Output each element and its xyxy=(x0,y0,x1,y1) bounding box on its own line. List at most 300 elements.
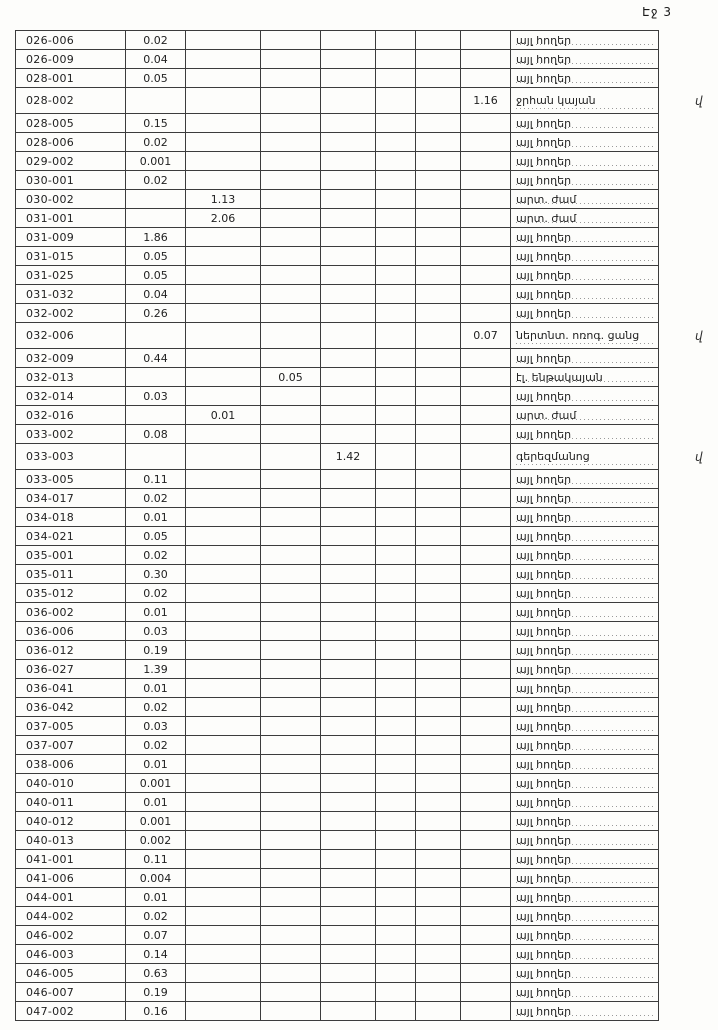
label-cell: այլ հողեր xyxy=(511,304,659,323)
value-cell: 1.86 xyxy=(126,228,186,247)
value-cell xyxy=(261,387,321,406)
code-cell: 035-012 xyxy=(16,584,126,603)
value-cell xyxy=(321,926,376,945)
margin-note xyxy=(659,907,718,926)
value-cell xyxy=(461,755,511,774)
value-cell xyxy=(416,717,461,736)
value-cell: 0.04 xyxy=(126,285,186,304)
value-cell xyxy=(321,489,376,508)
code-cell: 040-012 xyxy=(16,812,126,831)
value-cell xyxy=(376,983,416,1002)
value-cell xyxy=(321,679,376,698)
code-cell: 044-001 xyxy=(16,888,126,907)
margin-note xyxy=(659,406,718,425)
code-cell: 046-002 xyxy=(16,926,126,945)
value-cell xyxy=(321,31,376,50)
value-cell xyxy=(186,679,261,698)
table-row xyxy=(16,869,718,888)
margin-note xyxy=(659,209,718,228)
value-cell xyxy=(461,1002,511,1021)
table-row xyxy=(16,228,718,247)
margin-note: վ xyxy=(695,449,703,464)
margin-note xyxy=(659,812,718,831)
value-cell xyxy=(461,945,511,964)
value-cell xyxy=(186,831,261,850)
value-cell xyxy=(416,850,461,869)
value-cell xyxy=(376,698,416,717)
label-cell: այլ հողեր xyxy=(511,425,659,444)
value-cell xyxy=(186,508,261,527)
table-row xyxy=(16,945,718,964)
value-cell: 0.02 xyxy=(126,31,186,50)
value-cell xyxy=(261,964,321,983)
value-cell xyxy=(376,793,416,812)
value-cell xyxy=(461,133,511,152)
value-cell xyxy=(461,489,511,508)
label-cell: այլ հողեր xyxy=(511,755,659,774)
table-row xyxy=(16,584,718,603)
value-cell xyxy=(376,425,416,444)
margin-note xyxy=(659,698,718,717)
table-row xyxy=(16,888,718,907)
table-row xyxy=(16,964,718,983)
code-cell: 041-001 xyxy=(16,850,126,869)
value-cell xyxy=(376,171,416,190)
code-cell: 032-013 xyxy=(16,368,126,387)
table-row xyxy=(16,171,718,190)
value-cell xyxy=(321,425,376,444)
value-cell: 0.02 xyxy=(126,736,186,755)
code-cell: 036-041 xyxy=(16,679,126,698)
label-cell: այլ հողեր xyxy=(511,983,659,1002)
code-cell: 028-006 xyxy=(16,133,126,152)
value-cell xyxy=(321,964,376,983)
value-cell xyxy=(416,387,461,406)
value-cell xyxy=(416,793,461,812)
value-cell xyxy=(186,50,261,69)
value-cell xyxy=(416,266,461,285)
value-cell xyxy=(376,228,416,247)
margin-note xyxy=(659,755,718,774)
label-cell: այլ հողեր xyxy=(511,698,659,717)
value-cell: 0.01 xyxy=(126,603,186,622)
label-cell: այլ հողեր xyxy=(511,736,659,755)
table-row xyxy=(16,527,718,546)
value-cell xyxy=(376,584,416,603)
value-cell xyxy=(186,736,261,755)
value-cell: 0.02 xyxy=(126,171,186,190)
value-cell xyxy=(186,489,261,508)
label-cell: այլ հողեր xyxy=(511,622,659,641)
margin-note xyxy=(659,228,718,247)
value-cell xyxy=(186,228,261,247)
value-cell xyxy=(186,983,261,1002)
value-cell xyxy=(461,679,511,698)
value-cell xyxy=(376,831,416,850)
label-cell: այլ հողեր xyxy=(511,349,659,368)
label-cell: այլ հողեր xyxy=(511,869,659,888)
code-cell: 033-003 xyxy=(16,444,126,470)
value-cell xyxy=(261,603,321,622)
margin-note xyxy=(659,425,718,444)
value-cell xyxy=(186,470,261,489)
label-cell: այլ հողեր xyxy=(511,660,659,679)
value-cell xyxy=(376,304,416,323)
value-cell xyxy=(376,945,416,964)
value-cell xyxy=(186,527,261,546)
value-cell xyxy=(321,660,376,679)
value-cell xyxy=(416,489,461,508)
value-cell xyxy=(261,190,321,209)
value-cell: 0.15 xyxy=(126,114,186,133)
value-cell xyxy=(321,641,376,660)
value-cell xyxy=(416,114,461,133)
value-cell xyxy=(186,641,261,660)
value-cell xyxy=(416,584,461,603)
value-cell xyxy=(186,349,261,368)
value-cell: 1.42 xyxy=(321,444,376,470)
table-row xyxy=(16,926,718,945)
value-cell xyxy=(376,888,416,907)
value-cell xyxy=(261,565,321,584)
code-cell: 030-002 xyxy=(16,190,126,209)
code-cell: 036-006 xyxy=(16,622,126,641)
value-cell xyxy=(416,133,461,152)
value-cell: 0.02 xyxy=(126,546,186,565)
value-cell xyxy=(461,660,511,679)
value-cell xyxy=(461,622,511,641)
value-cell xyxy=(416,323,461,349)
value-cell xyxy=(416,812,461,831)
value-cell xyxy=(261,228,321,247)
value-cell xyxy=(261,527,321,546)
code-cell: 046-007 xyxy=(16,983,126,1002)
value-cell xyxy=(376,152,416,171)
value-cell xyxy=(416,425,461,444)
value-cell xyxy=(376,774,416,793)
value-cell xyxy=(186,114,261,133)
value-cell xyxy=(321,1002,376,1021)
code-cell: 034-018 xyxy=(16,508,126,527)
label-cell: այլ հողեր xyxy=(511,812,659,831)
value-cell xyxy=(321,945,376,964)
value-cell xyxy=(321,698,376,717)
value-cell xyxy=(321,50,376,69)
code-cell: 026-006 xyxy=(16,31,126,50)
label-cell: այլ հողեր xyxy=(511,1002,659,1021)
value-cell xyxy=(416,69,461,88)
margin-note: վ xyxy=(695,93,703,108)
value-cell xyxy=(186,1002,261,1021)
value-cell xyxy=(376,603,416,622)
value-cell xyxy=(461,190,511,209)
value-cell xyxy=(261,508,321,527)
value-cell xyxy=(186,793,261,812)
value-cell xyxy=(461,247,511,266)
value-cell: 0.02 xyxy=(126,907,186,926)
value-cell xyxy=(416,444,461,470)
value-cell xyxy=(321,755,376,774)
value-cell xyxy=(461,171,511,190)
value-cell xyxy=(321,406,376,425)
value-cell: 0.05 xyxy=(126,247,186,266)
code-cell: 031-032 xyxy=(16,285,126,304)
margin-note xyxy=(659,489,718,508)
value-cell xyxy=(376,717,416,736)
margin-note xyxy=(659,603,718,622)
table-row xyxy=(16,508,718,527)
value-cell xyxy=(261,1002,321,1021)
value-cell xyxy=(416,964,461,983)
value-cell xyxy=(461,850,511,869)
value-cell xyxy=(321,304,376,323)
value-cell xyxy=(376,907,416,926)
margin-note xyxy=(659,69,718,88)
value-cell xyxy=(376,266,416,285)
value-cell xyxy=(321,622,376,641)
value-cell xyxy=(461,869,511,888)
value-cell xyxy=(126,444,186,470)
value-cell xyxy=(376,285,416,304)
value-cell xyxy=(416,285,461,304)
value-cell xyxy=(261,698,321,717)
value-cell xyxy=(321,831,376,850)
value-cell xyxy=(416,869,461,888)
value-cell xyxy=(461,907,511,926)
value-cell xyxy=(321,228,376,247)
table-row xyxy=(16,717,718,736)
value-cell xyxy=(376,850,416,869)
value-cell xyxy=(376,406,416,425)
value-cell xyxy=(416,736,461,755)
margin-note xyxy=(659,565,718,584)
code-cell: 028-005 xyxy=(16,114,126,133)
value-cell: 0.02 xyxy=(126,133,186,152)
table-row xyxy=(16,133,718,152)
value-cell xyxy=(186,812,261,831)
margin-note xyxy=(659,171,718,190)
value-cell xyxy=(261,444,321,470)
label-cell: ջրհան կայան xyxy=(511,88,659,114)
value-cell xyxy=(321,88,376,114)
value-cell xyxy=(186,774,261,793)
value-cell xyxy=(126,88,186,114)
code-cell: 036-027 xyxy=(16,660,126,679)
value-cell xyxy=(126,406,186,425)
value-cell xyxy=(376,565,416,584)
value-cell xyxy=(376,546,416,565)
value-cell xyxy=(416,983,461,1002)
value-cell xyxy=(186,171,261,190)
label-cell: արտ. ժամ xyxy=(511,406,659,425)
value-cell xyxy=(261,717,321,736)
code-cell: 040-013 xyxy=(16,831,126,850)
value-cell xyxy=(261,114,321,133)
code-cell: 044-002 xyxy=(16,907,126,926)
value-cell xyxy=(261,323,321,349)
value-cell: 0.44 xyxy=(126,349,186,368)
value-cell xyxy=(261,641,321,660)
value-cell xyxy=(321,603,376,622)
label-cell: այլ հողեր xyxy=(511,831,659,850)
label-cell: այլ հողեր xyxy=(511,527,659,546)
table-row xyxy=(16,1002,718,1021)
table-row xyxy=(16,406,718,425)
table-row xyxy=(16,983,718,1002)
table-row xyxy=(16,470,718,489)
value-cell xyxy=(186,945,261,964)
value-cell xyxy=(261,349,321,368)
value-cell xyxy=(461,641,511,660)
table-row xyxy=(16,444,718,470)
value-cell: 0.01 xyxy=(126,793,186,812)
label-cell: այլ հողեր xyxy=(511,888,659,907)
value-cell xyxy=(416,907,461,926)
table-row xyxy=(16,285,718,304)
value-cell xyxy=(261,983,321,1002)
value-cell xyxy=(261,470,321,489)
margin-note xyxy=(659,349,718,368)
value-cell xyxy=(416,209,461,228)
value-cell xyxy=(321,565,376,584)
margin-note xyxy=(659,304,718,323)
value-cell: 0.05 xyxy=(126,69,186,88)
value-cell: 0.19 xyxy=(126,641,186,660)
value-cell: 0.02 xyxy=(126,584,186,603)
value-cell xyxy=(461,812,511,831)
value-cell xyxy=(186,869,261,888)
value-cell xyxy=(461,584,511,603)
value-cell xyxy=(416,152,461,171)
margin-note xyxy=(659,945,718,964)
table-row xyxy=(16,603,718,622)
label-cell: այլ հողեր xyxy=(511,489,659,508)
value-cell xyxy=(186,926,261,945)
value-cell xyxy=(126,190,186,209)
value-cell: 1.16 xyxy=(461,88,511,114)
value-cell xyxy=(376,349,416,368)
value-cell xyxy=(261,812,321,831)
value-cell xyxy=(126,209,186,228)
margin-note xyxy=(659,247,718,266)
label-cell: այլ հողեր xyxy=(511,774,659,793)
value-cell xyxy=(376,387,416,406)
value-cell xyxy=(261,736,321,755)
value-cell xyxy=(461,152,511,171)
value-cell: 0.01 xyxy=(186,406,261,425)
value-cell xyxy=(376,190,416,209)
value-cell: 0.02 xyxy=(126,698,186,717)
value-cell xyxy=(261,406,321,425)
value-cell: 0.03 xyxy=(126,717,186,736)
value-cell xyxy=(321,546,376,565)
table-row xyxy=(16,209,718,228)
value-cell xyxy=(186,444,261,470)
value-cell xyxy=(376,964,416,983)
value-cell xyxy=(186,964,261,983)
value-cell xyxy=(461,266,511,285)
label-cell: այլ հողեր xyxy=(511,133,659,152)
value-cell xyxy=(416,641,461,660)
value-cell xyxy=(376,1002,416,1021)
value-cell xyxy=(416,349,461,368)
margin-note xyxy=(659,793,718,812)
value-cell xyxy=(321,793,376,812)
value-cell xyxy=(461,717,511,736)
value-cell: 0.26 xyxy=(126,304,186,323)
value-cell: 0.002 xyxy=(126,831,186,850)
table-row xyxy=(16,323,718,349)
value-cell xyxy=(376,641,416,660)
value-cell: 0.05 xyxy=(126,527,186,546)
value-cell: 0.05 xyxy=(126,266,186,285)
value-cell xyxy=(416,888,461,907)
value-cell xyxy=(461,793,511,812)
value-cell xyxy=(321,171,376,190)
value-cell xyxy=(376,114,416,133)
value-cell xyxy=(416,368,461,387)
value-cell xyxy=(321,209,376,228)
value-cell xyxy=(261,831,321,850)
value-cell xyxy=(376,812,416,831)
label-cell: էլ. ենթակայան xyxy=(511,368,659,387)
margin-note xyxy=(659,584,718,603)
value-cell xyxy=(376,247,416,266)
label-cell: այլ հողեր xyxy=(511,584,659,603)
value-cell xyxy=(186,546,261,565)
code-cell: 026-009 xyxy=(16,50,126,69)
value-cell xyxy=(461,368,511,387)
value-cell xyxy=(416,304,461,323)
value-cell xyxy=(461,349,511,368)
value-cell xyxy=(261,152,321,171)
value-cell xyxy=(416,31,461,50)
code-cell: 040-010 xyxy=(16,774,126,793)
value-cell xyxy=(321,114,376,133)
value-cell xyxy=(126,368,186,387)
margin-note xyxy=(659,717,718,736)
value-cell xyxy=(461,470,511,489)
value-cell xyxy=(186,850,261,869)
value-cell xyxy=(261,888,321,907)
value-cell xyxy=(186,717,261,736)
table-row xyxy=(16,907,718,926)
value-cell xyxy=(186,603,261,622)
value-cell xyxy=(186,755,261,774)
value-cell: 0.03 xyxy=(126,622,186,641)
value-cell xyxy=(321,349,376,368)
value-cell xyxy=(461,527,511,546)
label-cell: այլ հողեր xyxy=(511,228,659,247)
value-cell xyxy=(261,425,321,444)
value-cell xyxy=(186,698,261,717)
value-cell xyxy=(186,622,261,641)
value-cell xyxy=(186,565,261,584)
value-cell xyxy=(376,679,416,698)
value-cell xyxy=(461,304,511,323)
value-cell xyxy=(261,945,321,964)
value-cell xyxy=(461,565,511,584)
value-cell xyxy=(186,304,261,323)
value-cell xyxy=(261,489,321,508)
value-cell xyxy=(186,425,261,444)
value-cell xyxy=(376,508,416,527)
table-row xyxy=(16,565,718,584)
value-cell xyxy=(416,190,461,209)
land-table-body xyxy=(16,31,718,1021)
value-cell xyxy=(261,850,321,869)
code-cell: 040-011 xyxy=(16,793,126,812)
